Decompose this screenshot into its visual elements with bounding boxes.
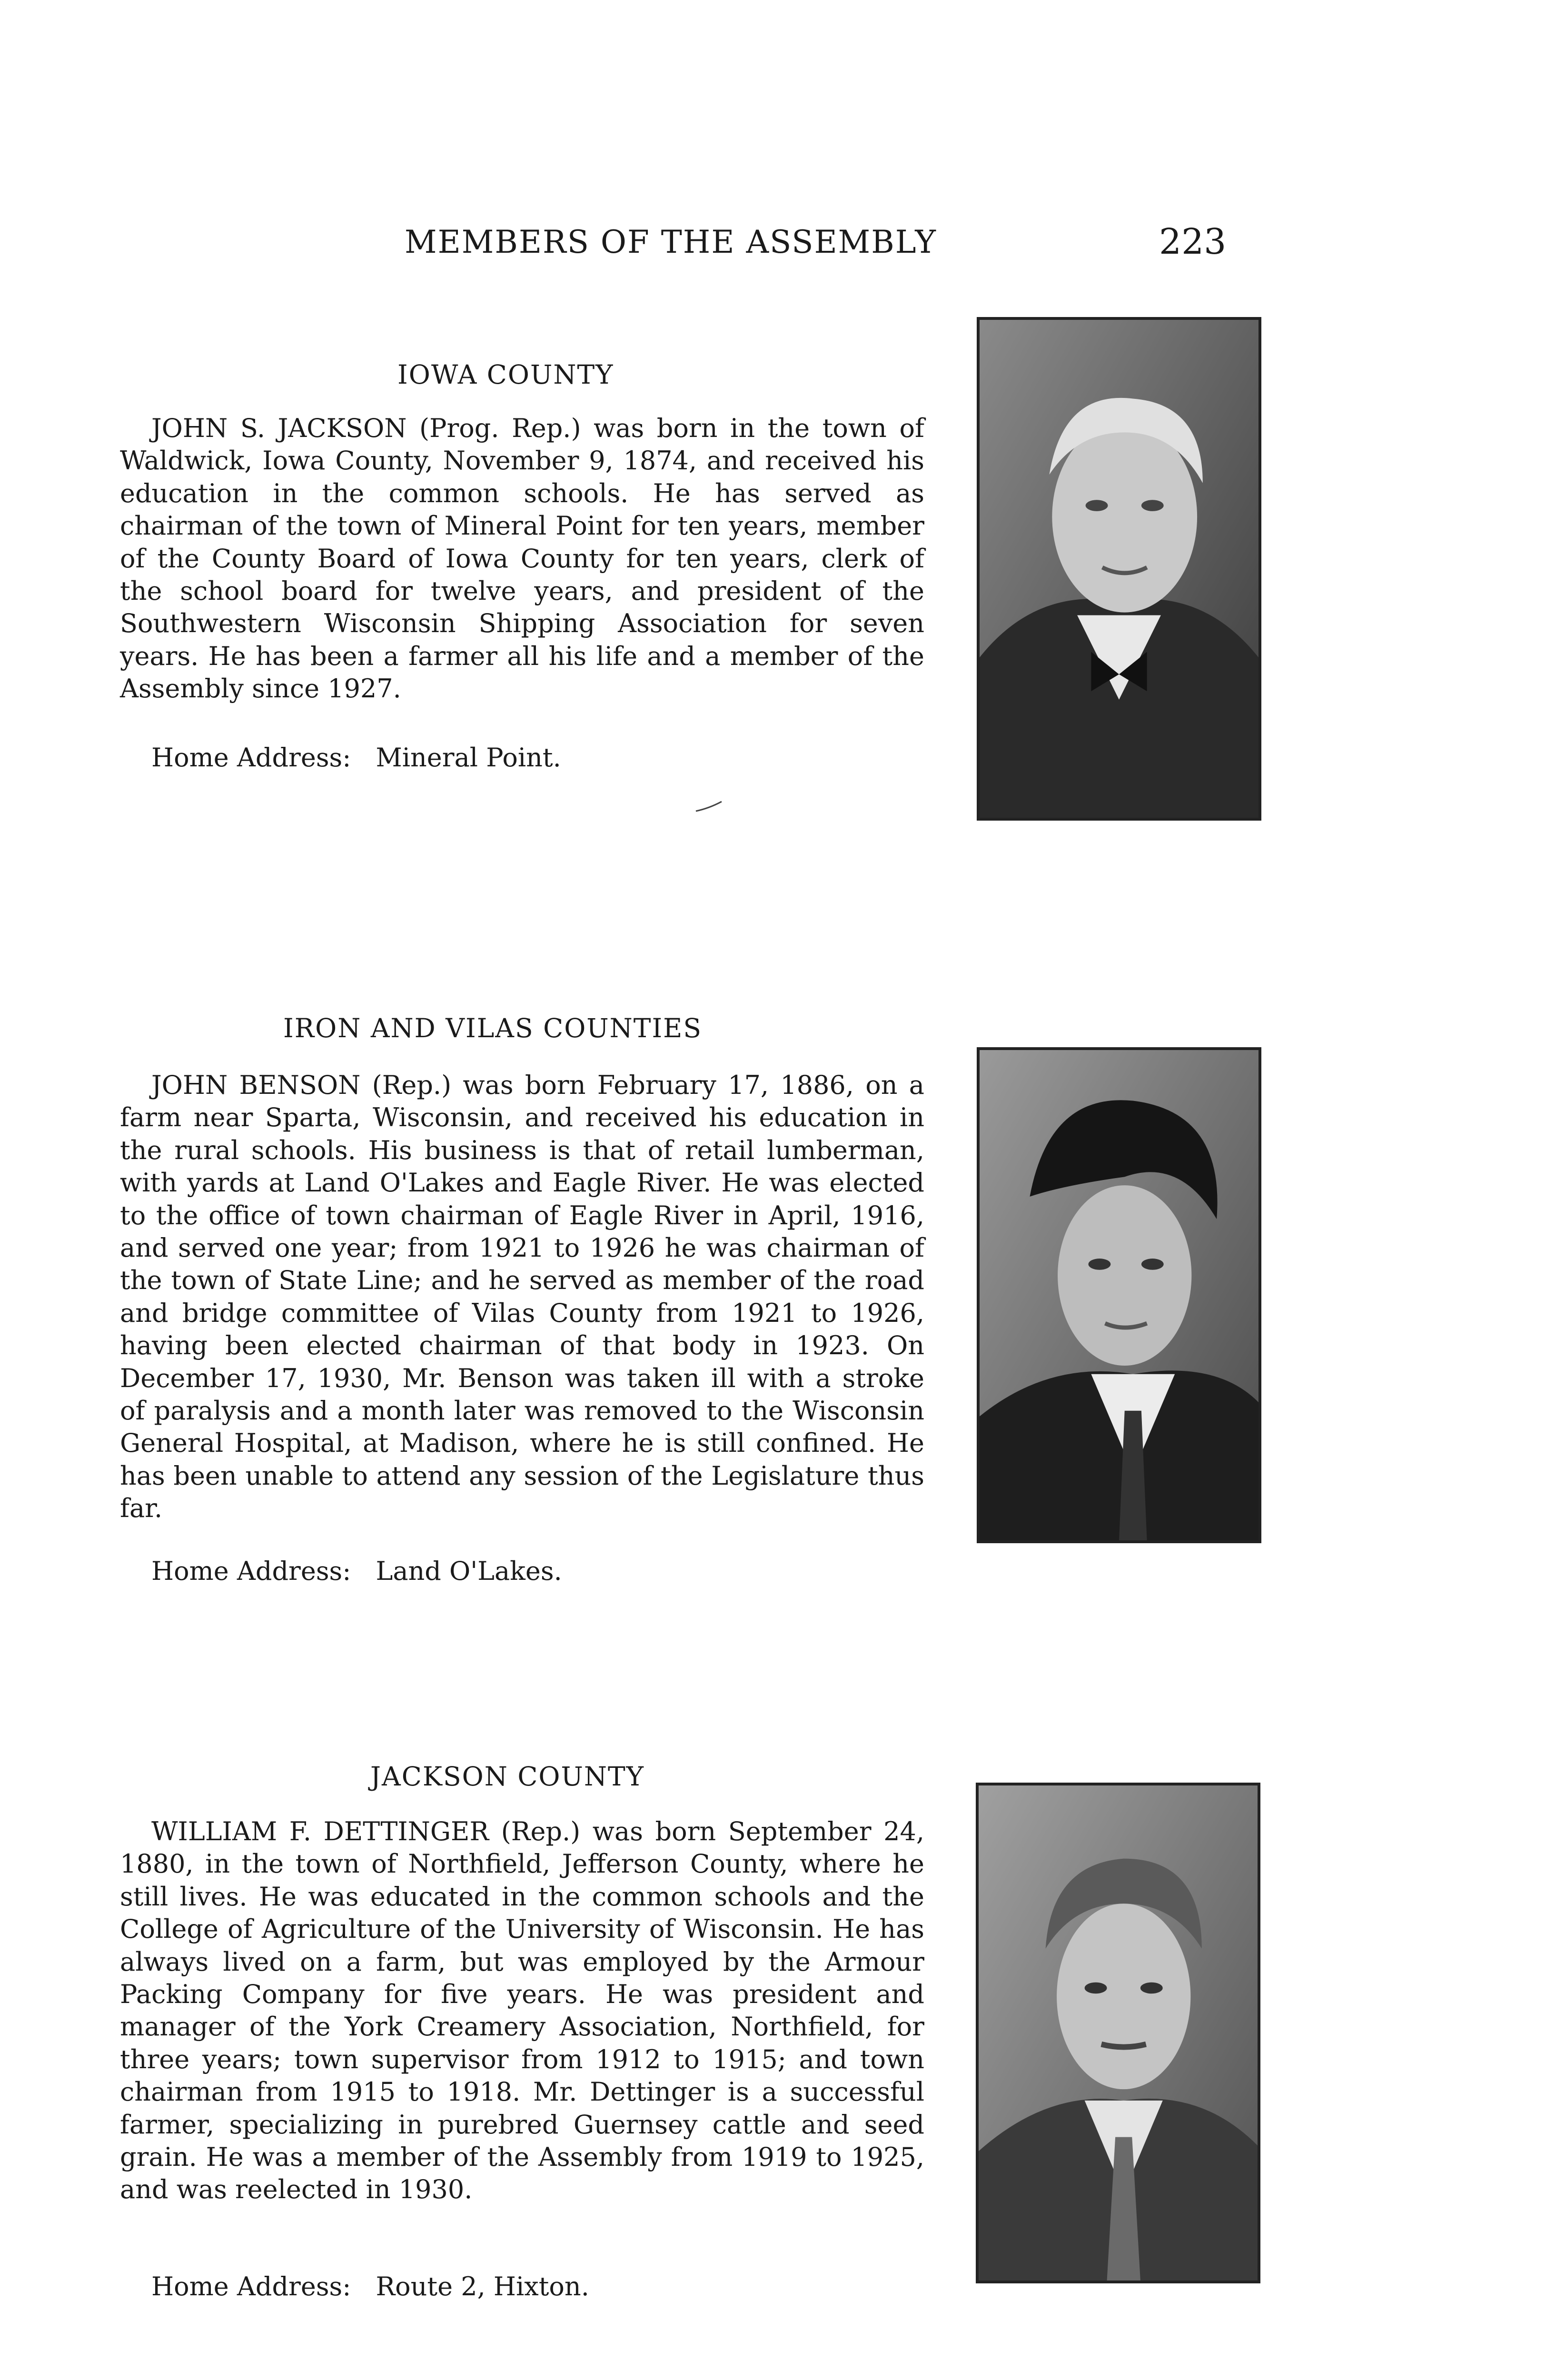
home-address-dettinger [151,2271,589,2303]
home-address-value: Route 2, Hixton. [376,2271,589,2301]
portrait-photo-icon [980,320,1259,818]
portrait-photo-jackson [977,317,1261,821]
home-address-value: Mineral Point. [376,743,561,773]
section-title-iowa-county: IOWA COUNTY [397,359,614,390]
section-title-jackson-county: JACKSON COUNTY [370,1761,644,1792]
home-address-label: Home Address: [151,2271,351,2301]
stray-mark [695,800,723,814]
member-bio-dettinger: WILLIAM F. DETTINGER (Rep.) was born September 24, 1880, in the town of Northfield, Jefferson County, where he still lives. He was educated in the common schools and the College of Agriculture of the University of Wisconsin. He has always lived on a farm, but was employed by the Armour Packing Company for five years. He was president and manager of the York Creamery Association, Northfield, for three years; town supervisor from 1912 to 1915; and town chairman from 1915 to 1918. Mr. Dettinger is a successful farmer, specializing in purebred Guernsey cattle and seed grain. He was a member of the Assembly from 1919 to 1925, and was reelected in 1930. [120,1816,924,2205]
section-title-iron-vilas-counties: IRON AND VILAS COUNTIES [283,1013,702,1043]
portrait-photo-benson [977,1047,1261,1543]
page-number: 223 [1159,221,1227,262]
member-bio-benson: JOHN BENSON (Rep.) was born February 17, 1886, on a farm near Sparta, Wisconsin, and received his education in the rural schools. His business is that of retail lumberman, with yards at Land O'Lakes and Eagle River. He was elected to the office of town chairman of Eagle River in April, 1916, and served one year; from 1921 to 1926 he was chairman of the town of State Line; and he served as member of the road and bridge committee of Vilas County from 1921 to 1926, having been elected chairman of that body in 1923. On December 17, 1930, Mr. Benson was taken ill with a stroke of paralysis and a month later was removed to the Wisconsin General Hospital, at Madison, where he is still confined. He has been unable to attend any session of the Legislature thus far. [120,1070,924,1524]
portrait-photo-icon [979,1785,1258,2281]
running-head: MEMBERS OF THE ASSEMBLY [405,224,937,260]
home-address-label: Home Address: [151,1556,351,1586]
home-address-value: Land O'Lakes. [376,1556,562,1586]
portrait-photo-dettinger [976,1783,1260,2283]
home-address-jackson [151,742,561,774]
home-address-benson [151,1555,562,1587]
portrait-photo-icon [980,1050,1259,1540]
home-address-label: Home Address: [151,743,351,773]
member-bio-jackson: JOHN S. JACKSON (Prog. Rep.) was born in the town of Waldwick, Iowa County, November 9, 1874, and received his education in the common schools. He has served as chairman of the town of Mineral Point for ten years, member of the County Board of Iowa County for ten years, clerk of the school board for twelve years, and president of the Southwestern Wisconsin Shipping Association for seven years. He has been a farmer all his life and a member of the Assembly since 1927. [120,413,924,704]
